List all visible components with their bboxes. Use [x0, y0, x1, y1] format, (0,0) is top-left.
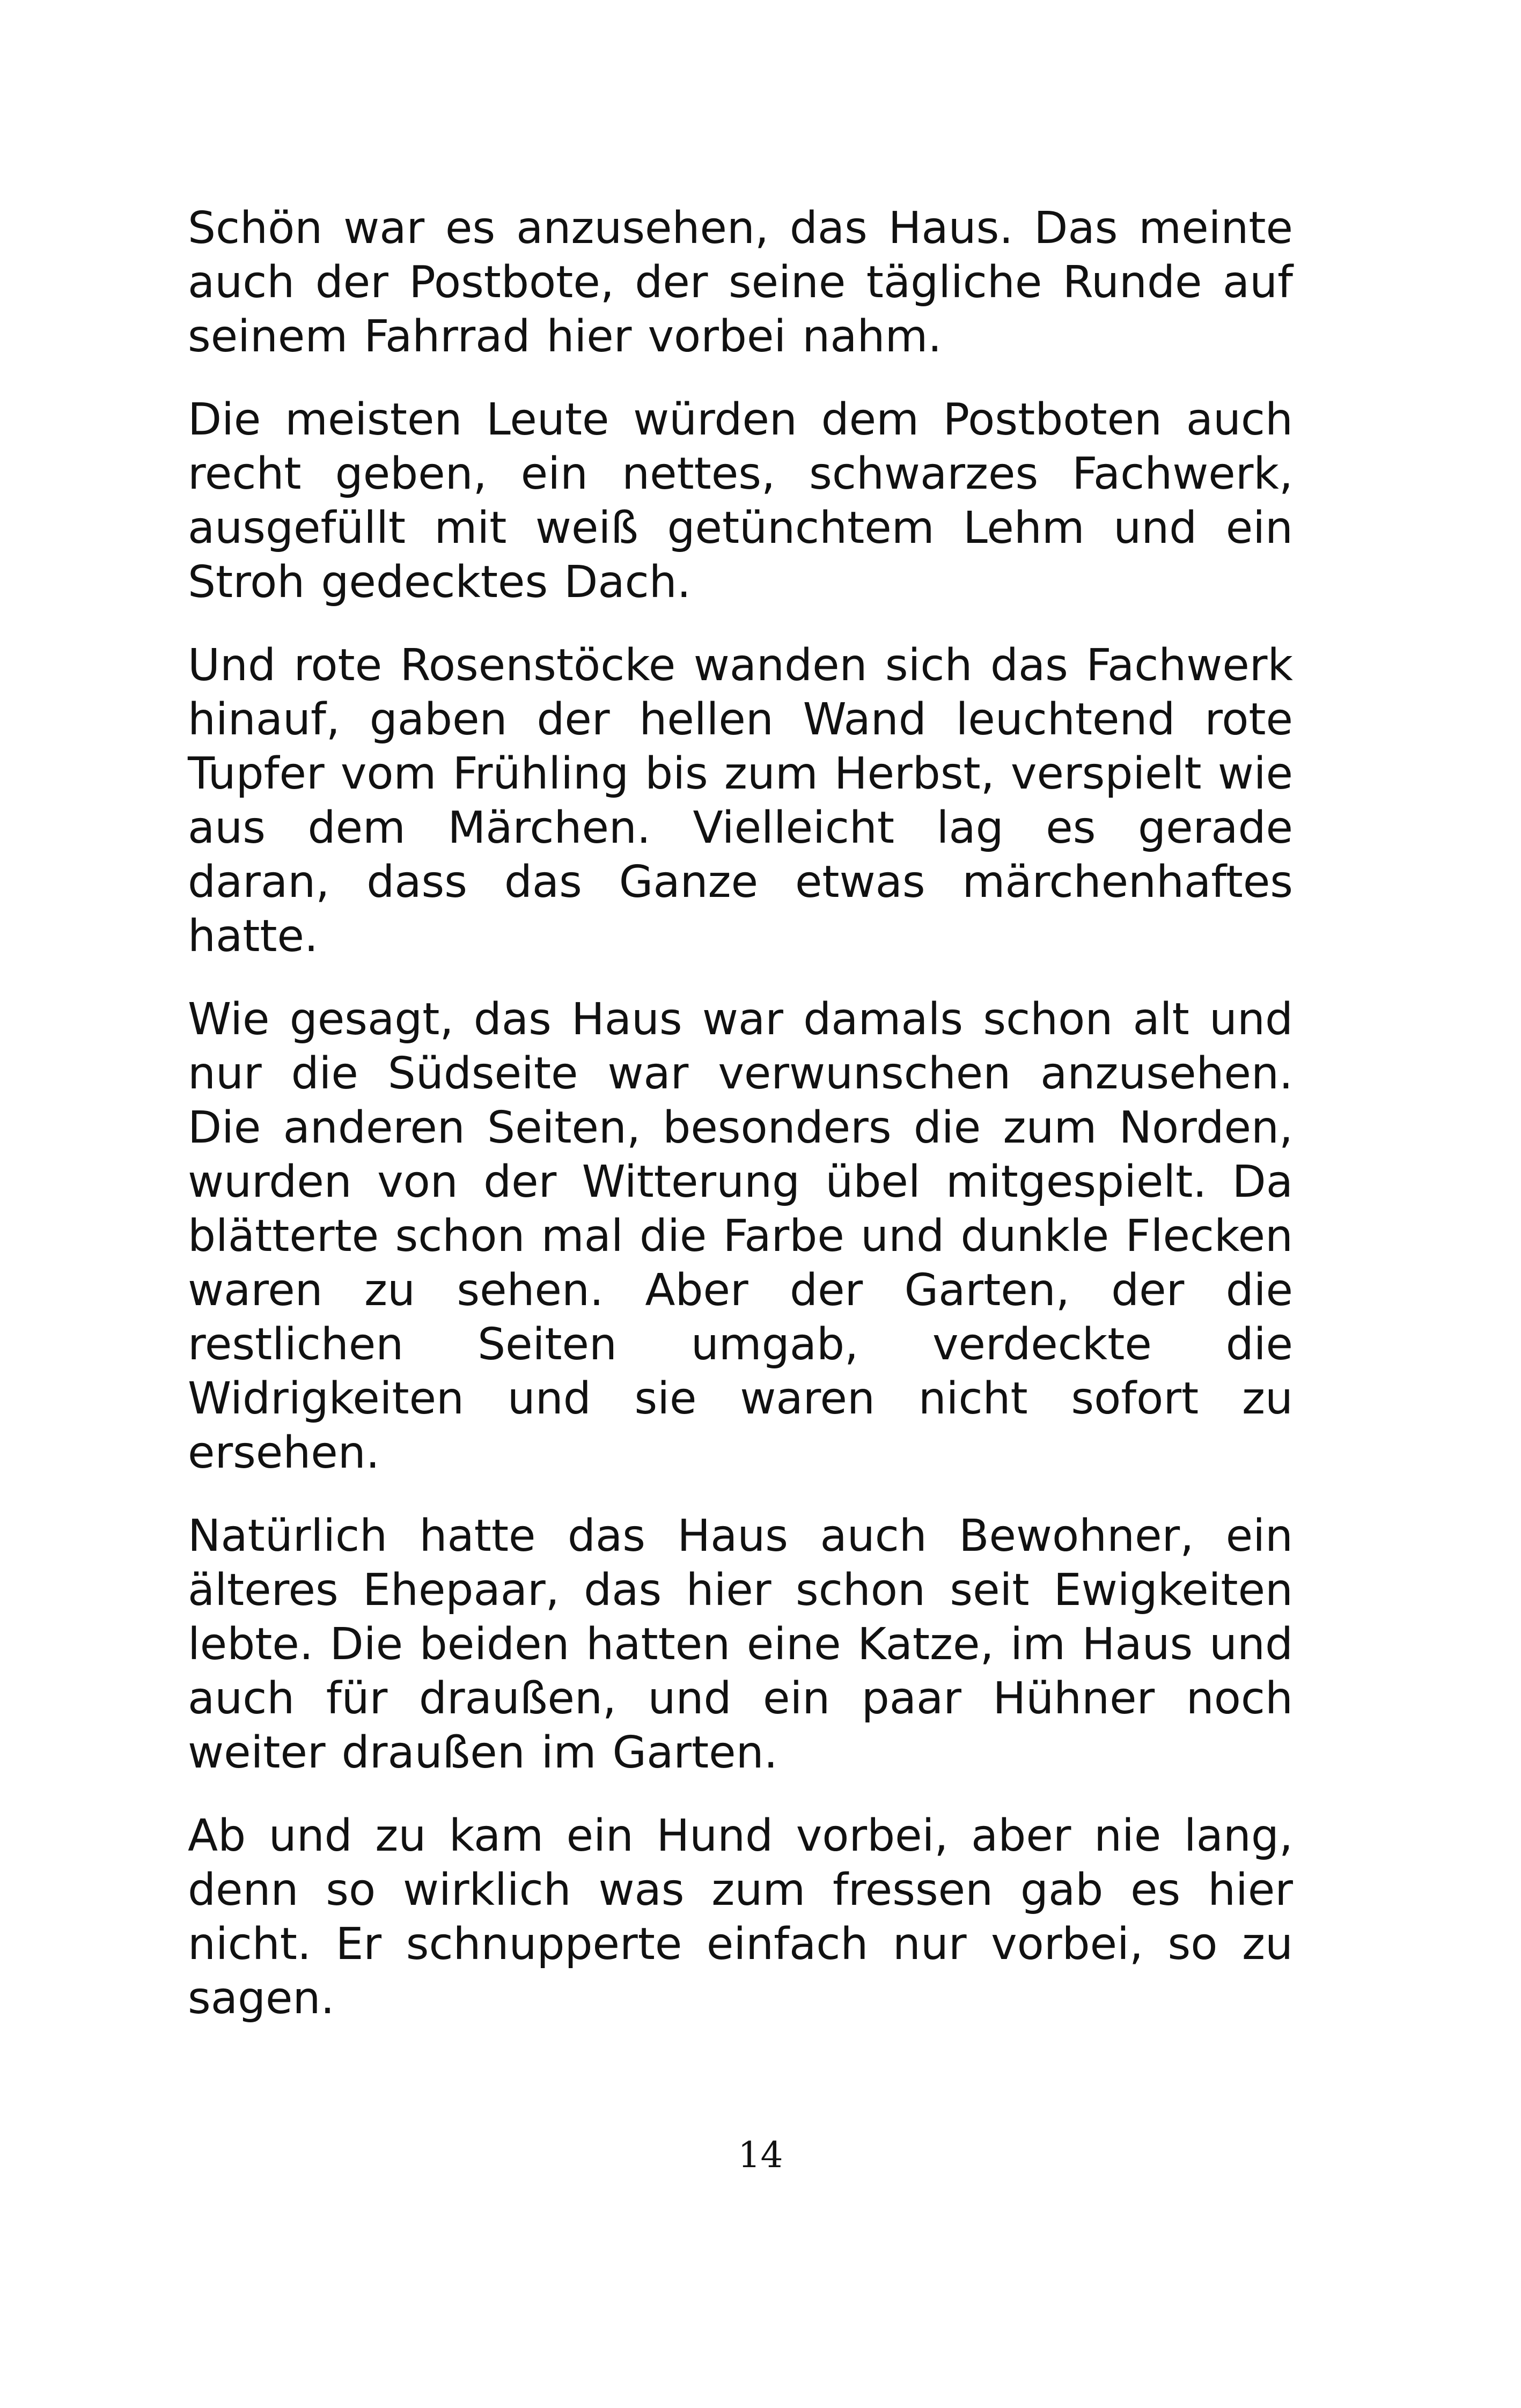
paragraph-6: Ab und zu kam ein Hund vorbei, aber nie lang, denn so wirklich was zum fressen gab es hier nicht. Er schnupperte einfach nur vorbei, so zu sagen. — [188, 1810, 1293, 2024]
page-body — [188, 201, 1293, 2054]
paragraph-5: Natürlich hatte das Haus auch Bewohner, ein älteres Ehepaar, das hier schon seit Ewigkeiten lebte. Die beiden hatten eine Katze, im Haus und auch für draußen, und ein paar Hühner noch weiter draußen im Garten. — [188, 1511, 1293, 1778]
paragraph-1: Schön war es anzusehen, das Haus. Das meinte auch der Postbote, der seine tägliche Runde auf seinem Fahrrad hier vorbei nahm. — [188, 203, 1293, 362]
paragraph-2: Die meisten Leute würden dem Postboten auch recht geben, ein nettes, schwarzes Fachwerk, ausgefüllt mit weiß getünchtem Lehm und ein Stroh gedecktes Dach. — [188, 394, 1293, 608]
paragraph-4: Wie gesagt, das Haus war damals schon alt und nur die Südseite war verwunschen anzusehen. Die anderen Seiten, besonders die zum Norden, wurden von der Witterung übel mitgespielt. Da blätterte schon mal die Farbe und dunkle Flecken waren zu sehen. Aber der Garten, der die restlichen Seiten umgab, verdeckte die Widrigkeiten und sie waren nicht sofort zu ersehen. — [188, 994, 1293, 1478]
page-number: 14 — [738, 2134, 783, 2176]
paragraph-3: Und rote Rosenstöcke wanden sich das Fachwerk hinauf, gaben der hellen Wand leuchtend rote Tupfer vom Frühling bis zum Herbst, verspielt wie aus dem Märchen. Vielleicht lag es gerade daran, dass das Ganze etwas märchenhaftes hatte. — [188, 640, 1293, 962]
